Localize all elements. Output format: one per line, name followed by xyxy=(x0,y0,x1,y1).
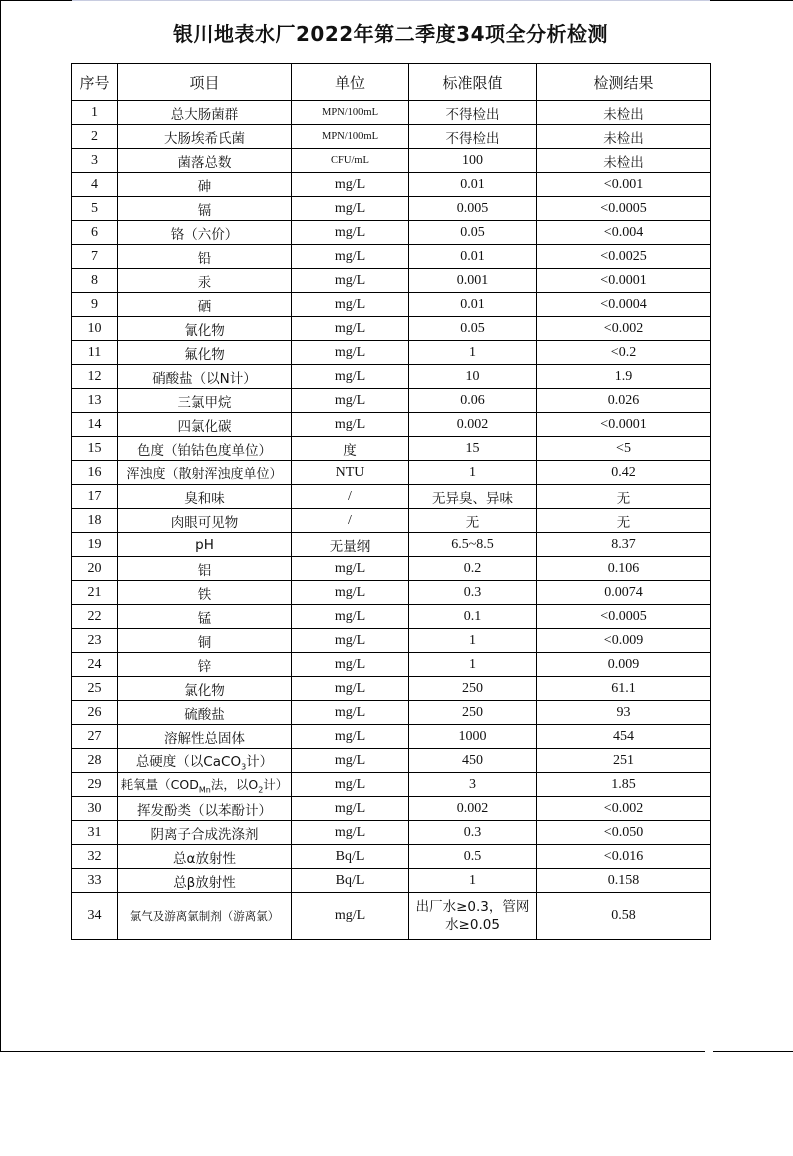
cell-no: 3 xyxy=(72,149,118,173)
cell-unit: mg/L xyxy=(292,773,409,797)
cell-limit: 3 xyxy=(409,773,537,797)
table-row xyxy=(72,821,711,845)
table-row xyxy=(72,749,711,773)
cell-unit: mg/L xyxy=(292,389,409,413)
cell-limit: 0.005 xyxy=(409,197,537,221)
cell-limit: 0.06 xyxy=(409,389,537,413)
cell-unit: 无量纲 xyxy=(292,533,409,557)
cell-limit: 0.01 xyxy=(409,173,537,197)
cell-item xyxy=(118,773,292,797)
cell-no: 20 xyxy=(72,557,118,581)
cell-no: 32 xyxy=(72,845,118,869)
header-no: 序号 xyxy=(72,64,118,101)
cell-no: 9 xyxy=(72,293,118,317)
cell-no: 24 xyxy=(72,653,118,677)
cell-unit: mg/L xyxy=(292,413,409,437)
cell-no: 2 xyxy=(72,125,118,149)
table-row xyxy=(72,773,711,797)
cell-result: <5 xyxy=(537,437,711,461)
item-text-part: 计） xyxy=(246,753,274,770)
table-row xyxy=(72,269,711,293)
cell-limit: 出厂水≥0.3，管网水≥0.05 xyxy=(409,893,537,940)
cell-result: 0.106 xyxy=(537,557,711,581)
table-row xyxy=(72,869,711,893)
cell-result: <0.0001 xyxy=(537,413,711,437)
cell-limit: 0.05 xyxy=(409,317,537,341)
item-text-part: 总硬度（以CaCO xyxy=(135,753,242,770)
table-row xyxy=(72,845,711,869)
cell-item: 总β放射性 xyxy=(118,869,292,893)
cell-result: 1.9 xyxy=(537,365,711,389)
frame-top-left xyxy=(0,0,72,1)
cell-limit: 1 xyxy=(409,629,537,653)
cell-item: 汞 xyxy=(118,269,292,293)
table-row xyxy=(72,509,711,533)
cell-no: 27 xyxy=(72,725,118,749)
cell-unit: mg/L xyxy=(292,629,409,653)
cell-unit: mg/L xyxy=(292,365,409,389)
cell-result: 0.58 xyxy=(537,893,711,940)
cell-result: 251 xyxy=(537,749,711,773)
cell-no: 33 xyxy=(72,869,118,893)
header-result: 检测结果 xyxy=(537,64,711,101)
cell-unit: 度 xyxy=(292,437,409,461)
cell-unit: MPN/100mL xyxy=(292,125,409,149)
cell-limit: 0.05 xyxy=(409,221,537,245)
cell-no: 4 xyxy=(72,173,118,197)
cell-item: 铬（六价） xyxy=(118,221,292,245)
cell-result: 0.009 xyxy=(537,653,711,677)
cell-limit: 0.3 xyxy=(409,581,537,605)
table-row xyxy=(72,125,711,149)
cell-result: <0.0025 xyxy=(537,245,711,269)
cell-no: 34 xyxy=(72,893,118,940)
cell-no: 10 xyxy=(72,317,118,341)
cell-limit: 不得检出 xyxy=(409,125,537,149)
table-row xyxy=(72,101,711,125)
cell-limit: 0.001 xyxy=(409,269,537,293)
cell-limit: 250 xyxy=(409,701,537,725)
cell-item: 阴离子合成洗涤剂 xyxy=(118,821,292,845)
cell-item: 总大肠菌群 xyxy=(118,101,292,125)
cell-result: 8.37 xyxy=(537,533,711,557)
table-row xyxy=(72,677,711,701)
cell-result: <0.0004 xyxy=(537,293,711,317)
table-row xyxy=(72,317,711,341)
table-row xyxy=(72,245,711,269)
cell-item: 挥发酚类（以苯酚计） xyxy=(118,797,292,821)
cell-no: 25 xyxy=(72,677,118,701)
frame-left xyxy=(0,0,1,1052)
cell-result: 未检出 xyxy=(537,101,711,125)
cell-result: <0.016 xyxy=(537,845,711,869)
cell-unit: CFU/mL xyxy=(292,149,409,173)
cell-no: 26 xyxy=(72,701,118,725)
cell-item: 溶解性总固体 xyxy=(118,725,292,749)
cell-limit: 0.5 xyxy=(409,845,537,869)
cell-item: 锌 xyxy=(118,653,292,677)
cell-item: 总α放射性 xyxy=(118,845,292,869)
table-header-row xyxy=(72,64,711,101)
header-item: 项目 xyxy=(118,64,292,101)
cell-no: 6 xyxy=(72,221,118,245)
cell-limit: 无 xyxy=(409,509,537,533)
cell-unit: / xyxy=(292,509,409,533)
cell-no: 1 xyxy=(72,101,118,125)
cell-limit: 不得检出 xyxy=(409,101,537,125)
cell-item: 硫酸盐 xyxy=(118,701,292,725)
table-row xyxy=(72,485,711,509)
cell-unit: mg/L xyxy=(292,701,409,725)
cell-item: 臭和味 xyxy=(118,485,292,509)
cell-no: 30 xyxy=(72,797,118,821)
cell-limit: 1000 xyxy=(409,725,537,749)
document-title: 银川地表水厂2022年第二季度34项全分析检测 xyxy=(173,22,608,46)
cell-no: 5 xyxy=(72,197,118,221)
cell-no: 21 xyxy=(72,581,118,605)
cell-result: 61.1 xyxy=(537,677,711,701)
cell-limit: 1 xyxy=(409,341,537,365)
cell-item: 氰化物 xyxy=(118,317,292,341)
cell-unit: mg/L xyxy=(292,197,409,221)
frame-top-right xyxy=(710,0,793,1)
cell-result: <0.009 xyxy=(537,629,711,653)
cell-no: 23 xyxy=(72,629,118,653)
cell-no: 13 xyxy=(72,389,118,413)
frame-bottom-right xyxy=(713,1051,793,1052)
table-row xyxy=(72,389,711,413)
cell-unit: mg/L xyxy=(292,269,409,293)
cell-item: 三氯甲烷 xyxy=(118,389,292,413)
cell-item: 浑浊度（散射浑浊度单位） xyxy=(118,461,292,485)
cell-result: <0.004 xyxy=(537,221,711,245)
cell-limit: 250 xyxy=(409,677,537,701)
cell-item: 铝 xyxy=(118,557,292,581)
cell-no: 8 xyxy=(72,269,118,293)
cell-unit: mg/L xyxy=(292,725,409,749)
cell-unit: mg/L xyxy=(292,821,409,845)
test-results-table xyxy=(71,63,711,940)
table-row xyxy=(72,893,711,940)
cell-limit: 10 xyxy=(409,365,537,389)
cell-limit: 无异臭、异味 xyxy=(409,485,537,509)
cell-item: 铅 xyxy=(118,245,292,269)
cell-result: 未检出 xyxy=(537,125,711,149)
cell-unit: mg/L xyxy=(292,317,409,341)
cell-limit: 15 xyxy=(409,437,537,461)
frame-top-mid xyxy=(72,0,710,1)
table-row xyxy=(72,581,711,605)
cell-result: <0.001 xyxy=(537,173,711,197)
cell-item: 铁 xyxy=(118,581,292,605)
item-text-part: 法，以O xyxy=(210,776,259,792)
cell-unit: mg/L xyxy=(292,605,409,629)
cell-item: 菌落总数 xyxy=(118,149,292,173)
cell-unit: mg/L xyxy=(292,341,409,365)
cell-unit: mg/L xyxy=(292,557,409,581)
cell-limit: 1 xyxy=(409,869,537,893)
cell-no: 22 xyxy=(72,605,118,629)
cell-limit: 100 xyxy=(409,149,537,173)
table-row xyxy=(72,797,711,821)
cell-limit: 1 xyxy=(409,461,537,485)
cell-result: 1.85 xyxy=(537,773,711,797)
cell-item: 镉 xyxy=(118,197,292,221)
cell-item: 氯化物 xyxy=(118,677,292,701)
cell-unit: mg/L xyxy=(292,653,409,677)
cell-item: 肉眼可见物 xyxy=(118,509,292,533)
cell-item: 氯气及游离氯制剂（游离氯） xyxy=(118,893,292,940)
cell-no: 17 xyxy=(72,485,118,509)
frame-bottom-left xyxy=(0,1051,705,1052)
cell-limit: 1 xyxy=(409,653,537,677)
cell-limit: 450 xyxy=(409,749,537,773)
table-row xyxy=(72,365,711,389)
cell-result: <0.002 xyxy=(537,317,711,341)
cell-result: 454 xyxy=(537,725,711,749)
cell-limit: 6.5~8.5 xyxy=(409,533,537,557)
item-text-part: 耗氧量（COD xyxy=(120,776,199,792)
table-row xyxy=(72,173,711,197)
cell-item: 大肠埃希氏菌 xyxy=(118,125,292,149)
cell-no: 12 xyxy=(72,365,118,389)
table-row xyxy=(72,725,711,749)
cell-item: 铜 xyxy=(118,629,292,653)
table-row xyxy=(72,461,711,485)
cell-result: <0.2 xyxy=(537,341,711,365)
cell-result: 0.158 xyxy=(537,869,711,893)
cell-no: 7 xyxy=(72,245,118,269)
cell-result: <0.050 xyxy=(537,821,711,845)
cell-unit: mg/L xyxy=(292,749,409,773)
table-row xyxy=(72,629,711,653)
cell-result: 93 xyxy=(537,701,711,725)
cell-unit: mg/L xyxy=(292,893,409,940)
cell-limit: 0.002 xyxy=(409,413,537,437)
cell-no: 31 xyxy=(72,821,118,845)
cell-item: 硒 xyxy=(118,293,292,317)
cell-limit: 0.1 xyxy=(409,605,537,629)
item-text-part: 3 xyxy=(241,762,247,772)
cell-unit: Bq/L xyxy=(292,869,409,893)
cell-limit: 0.2 xyxy=(409,557,537,581)
header-limit: 标准限值 xyxy=(409,64,537,101)
item-text-part: 2 xyxy=(258,785,264,795)
table-row xyxy=(72,341,711,365)
table-row xyxy=(72,605,711,629)
cell-no: 16 xyxy=(72,461,118,485)
cell-limit: 0.01 xyxy=(409,293,537,317)
cell-item: pH xyxy=(118,533,292,557)
cell-item: 氟化物 xyxy=(118,341,292,365)
cell-unit: mg/L xyxy=(292,293,409,317)
cell-no: 18 xyxy=(72,509,118,533)
cell-unit: NTU xyxy=(292,461,409,485)
table-row xyxy=(72,437,711,461)
table-row xyxy=(72,197,711,221)
table-row xyxy=(72,293,711,317)
cell-limit: 0.3 xyxy=(409,821,537,845)
cell-unit: mg/L xyxy=(292,221,409,245)
cell-result: 0.026 xyxy=(537,389,711,413)
item-text-part: Mn xyxy=(198,785,211,795)
cell-no: 19 xyxy=(72,533,118,557)
cell-limit: 0.002 xyxy=(409,797,537,821)
header-unit: 单位 xyxy=(292,64,409,101)
cell-result: 0.42 xyxy=(537,461,711,485)
table-row xyxy=(72,533,711,557)
cell-unit: mg/L xyxy=(292,173,409,197)
cell-item: 色度（铂钴色度单位） xyxy=(118,437,292,461)
table-row xyxy=(72,413,711,437)
cell-item: 锰 xyxy=(118,605,292,629)
cell-result: 未检出 xyxy=(537,149,711,173)
table-row xyxy=(72,221,711,245)
cell-no: 15 xyxy=(72,437,118,461)
cell-item: 砷 xyxy=(118,173,292,197)
cell-no: 14 xyxy=(72,413,118,437)
cell-result: <0.0005 xyxy=(537,605,711,629)
cell-no: 11 xyxy=(72,341,118,365)
cell-limit: 0.01 xyxy=(409,245,537,269)
cell-item: 四氯化碳 xyxy=(118,413,292,437)
cell-unit: mg/L xyxy=(292,581,409,605)
item-text-part: 计） xyxy=(263,776,289,792)
cell-unit: Bq/L xyxy=(292,845,409,869)
cell-no: 29 xyxy=(72,773,118,797)
table-row xyxy=(72,557,711,581)
cell-unit: mg/L xyxy=(292,677,409,701)
cell-item xyxy=(118,749,292,773)
table-row xyxy=(72,149,711,173)
cell-unit: MPN/100mL xyxy=(292,101,409,125)
cell-result: 无 xyxy=(537,509,711,533)
cell-result: <0.0005 xyxy=(537,197,711,221)
table-row xyxy=(72,653,711,677)
cell-result: 0.0074 xyxy=(537,581,711,605)
cell-no: 28 xyxy=(72,749,118,773)
cell-result: <0.0001 xyxy=(537,269,711,293)
cell-result: <0.002 xyxy=(537,797,711,821)
table-row xyxy=(72,701,711,725)
cell-item: 硝酸盐（以N计） xyxy=(118,365,292,389)
cell-unit: / xyxy=(292,485,409,509)
cell-result: 无 xyxy=(537,485,711,509)
cell-unit: mg/L xyxy=(292,797,409,821)
cell-unit: mg/L xyxy=(292,245,409,269)
